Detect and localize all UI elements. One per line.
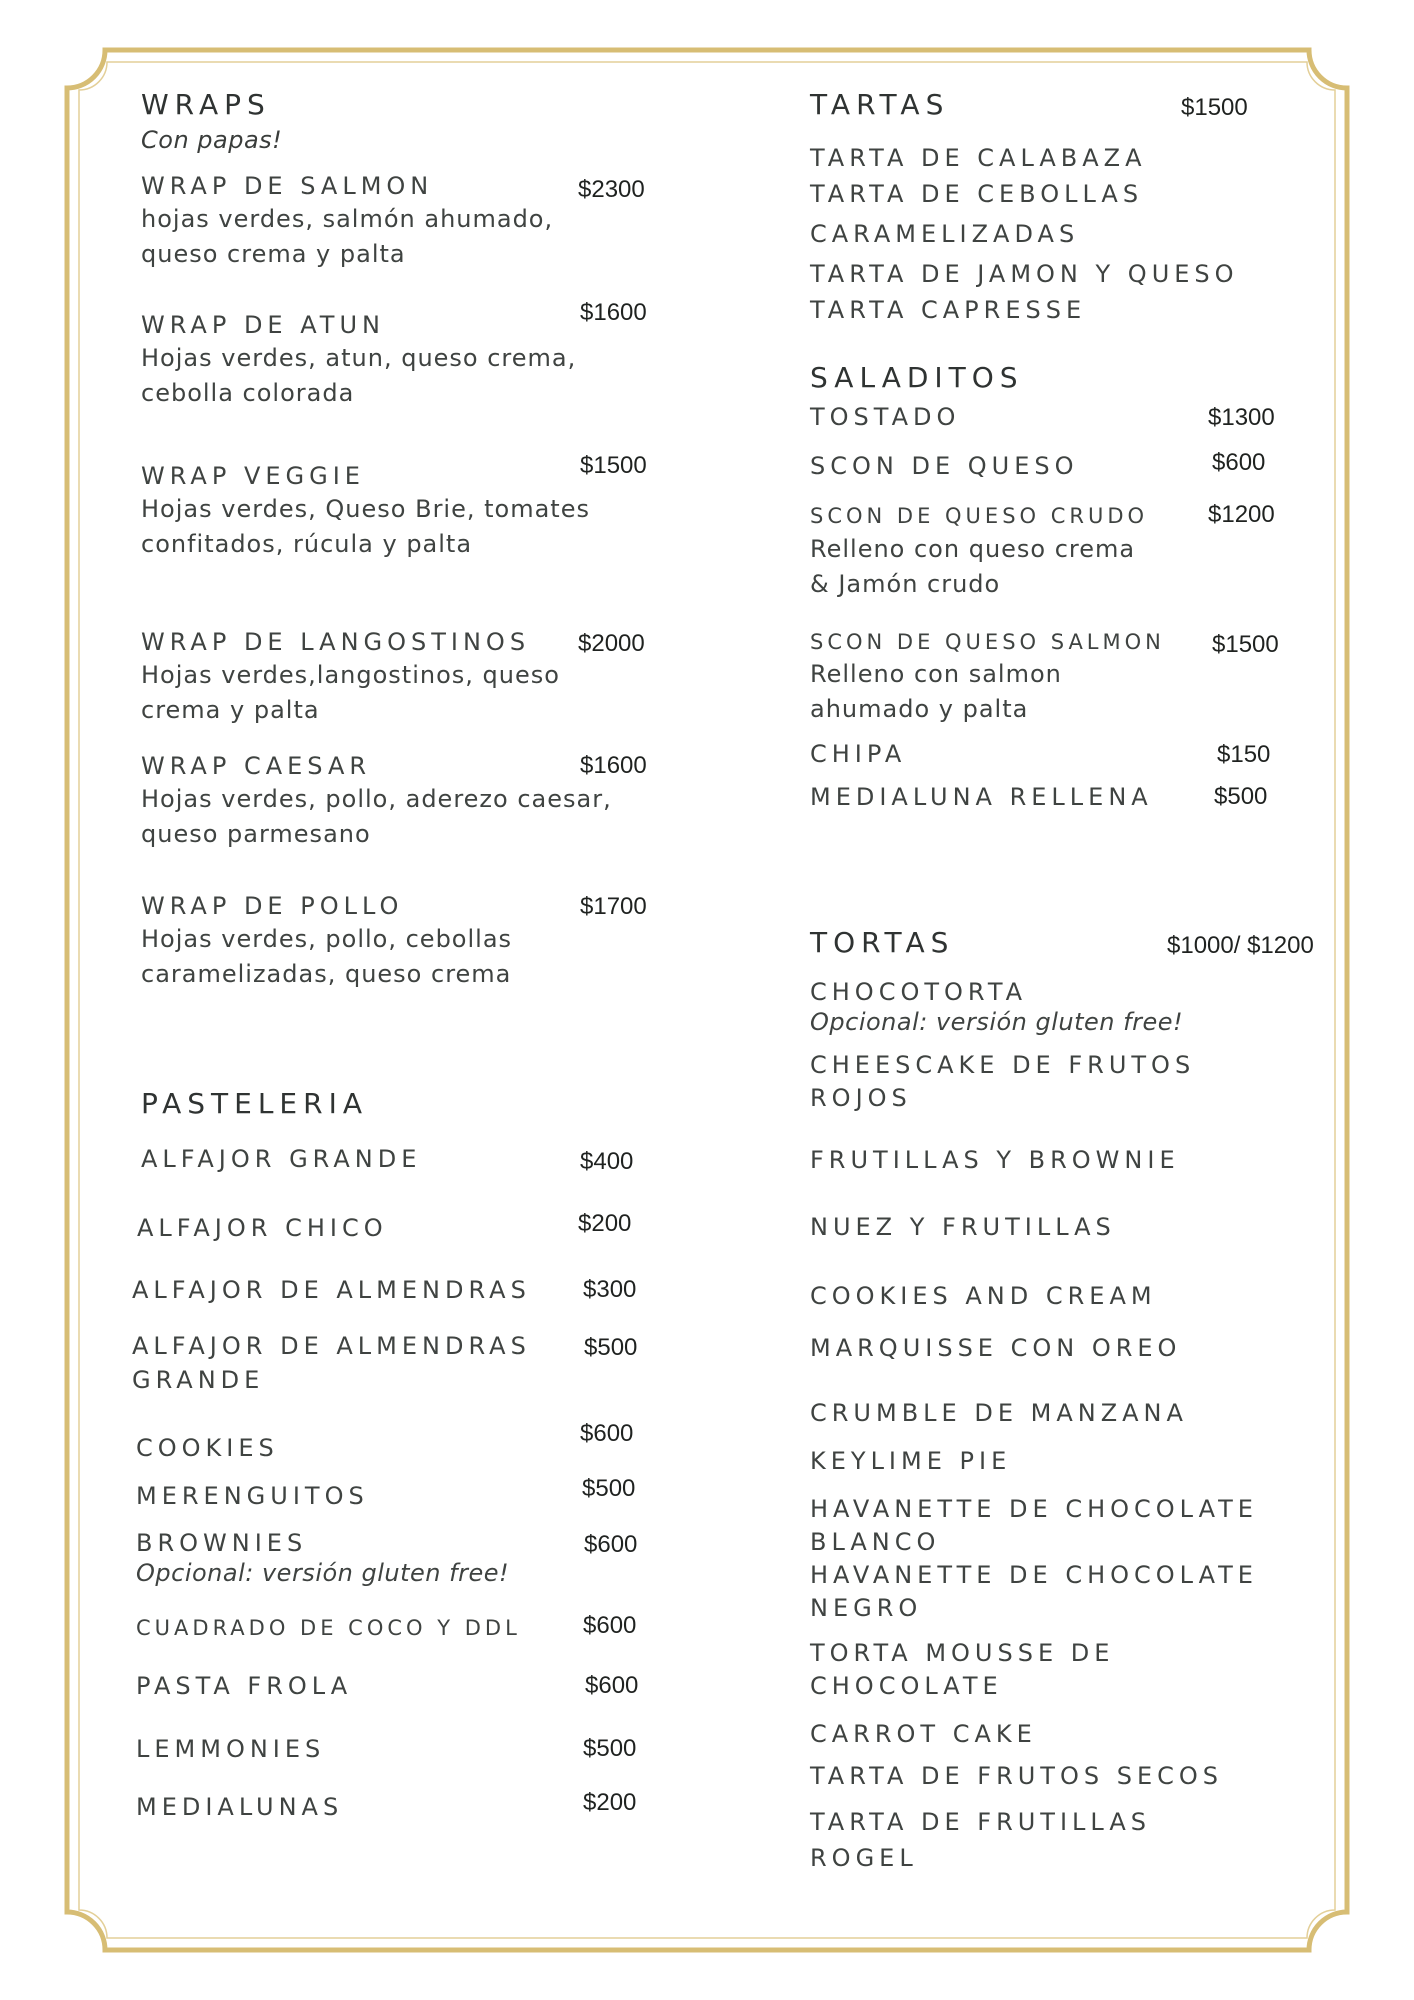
item-price: $500 [582,1475,636,1502]
item-name: SCON DE QUESO CRUDO [810,504,1149,528]
list-item: TORTA MOUSSE DE [810,1639,1115,1667]
menu-item-wrap-veggie [141,460,590,562]
item-description: Hojas verdes,langostinos, queso [141,661,560,689]
item-note: Opcional: versión gluten free! [810,1008,1184,1036]
list-item: CHEESCAKE DE FRUTOS [810,1051,1196,1079]
list-item: ROGEL [810,1844,918,1872]
menu-item-chipa: CHIPA [810,740,907,768]
list-item: TARTA CAPRESSE [810,296,1087,324]
item-price: $1700 [580,893,647,920]
item-description: & Jamón crudo [810,570,1001,598]
tartas-title: TARTAS [810,88,950,121]
item-description: caramelizadas, queso crema [141,960,512,988]
list-item: CARAMELIZADAS [810,220,1080,248]
list-item: HAVANETTE DE CHOCOLATE [810,1495,1258,1523]
menu-item-brownies [136,1528,509,1588]
item-price: $1600 [580,299,647,326]
list-item: KEYLIME PIE [810,1447,1012,1475]
menu-item-alfajor-grande: ALFAJOR GRANDE [141,1145,422,1173]
item-name: WRAP DE LANGOSTINOS [141,628,531,656]
list-item: COOKIES AND CREAM [810,1282,1157,1310]
item-price: $200 [578,1210,632,1237]
item-price: $600 [584,1531,638,1558]
list-item: NEGRO [810,1594,923,1622]
pasteleria-title: PASTELERIA [141,1087,368,1120]
list-item: NUEZ Y FRUTILLAS [810,1213,1116,1241]
item-description: queso parmesano [141,820,371,848]
item-description: Relleno con salmon [810,660,1062,688]
menu-item-medialunas: MEDIALUNAS [136,1793,344,1821]
item-description: ahumado y palta [810,695,1029,723]
list-item: TARTA DE FRUTOS SECOS [810,1762,1224,1790]
list-item: TARTA DE CEBOLLAS [810,180,1144,208]
menu-item-merenguitos: MERENGUITOS [136,1482,369,1510]
item-name: SCON DE QUESO SALMON [810,630,1165,654]
list-item: FRUTILLAS Y BROWNIE [810,1146,1180,1174]
list-item: TARTA DE JAMON Y QUESO [810,260,1239,288]
item-price: $600 [1212,449,1266,476]
list-item: TARTA DE CALABAZA [810,144,1147,172]
menu-item-wrap-pollo [141,890,512,992]
menu-item-pasta-frola: PASTA FROLA [136,1672,353,1700]
item-description: Hojas verdes, pollo, cebollas [141,925,513,953]
item-name: WRAP VEGGIE [141,462,365,490]
list-item: ROJOS [810,1084,912,1112]
tartas-list [810,140,1239,328]
item-description: Hojas verdes, Queso Brie, tomates [141,495,590,523]
item-description: confitados, rúcula y palta [141,530,473,558]
item-description: Relleno con queso crema [810,535,1136,563]
item-price: $1300 [1208,404,1275,431]
item-name: WRAP CAESAR [141,752,372,780]
item-name: WRAP DE SALMON [141,172,434,200]
item-description: Hojas verdes, pollo, aderezo caesar, [141,785,612,813]
menu-item-wrap-salmon [141,170,553,272]
list-item: MARQUISSE CON OREO [810,1334,1182,1362]
item-description: cebolla colorada [141,379,355,407]
item-note: Opcional: versión gluten free! [136,1559,510,1587]
menu-item-alfajor-chico: ALFAJOR CHICO [137,1214,388,1242]
item-price: $1200 [1208,501,1275,528]
menu-item-wrap-atun [141,309,576,411]
item-price: $500 [583,1735,637,1762]
item-name: WRAP DE ATUN [141,311,385,339]
tortas-price: $1000/ $1200 [1167,932,1314,959]
menu-item-lemmonies: LEMMONIES [136,1735,326,1763]
wraps-subtitle: Con papas! [141,126,283,154]
menu-item-wrap-langostinos [141,626,560,728]
item-name: WRAP DE POLLO [141,892,404,920]
item-price: $2300 [578,176,645,203]
wraps-title: WRAPS [141,88,271,121]
menu-item-scon-queso-salmon [810,627,1165,727]
item-description: Hojas verdes, atun, queso crema, [141,344,577,372]
menu-item-alfajor-almendras-grande [132,1330,531,1396]
item-price: $1500 [580,452,647,479]
item-name: ALFAJOR DE ALMENDRAS [132,1332,531,1360]
list-item: CARROT CAKE [810,1720,1037,1748]
list-item: HAVANETTE DE CHOCOLATE [810,1561,1258,1589]
list-item: CRUMBLE DE MANZANA [810,1399,1188,1427]
item-price: $500 [584,1334,638,1361]
item-description: crema y palta [141,696,320,724]
item-description: hojas verdes, salmón ahumado, [141,205,554,233]
menu-item-wrap-caesar [141,750,612,852]
item-name-line2: GRANDE [132,1366,265,1394]
menu-item-medialuna-rellena: MEDIALUNA RELLENA [810,783,1153,811]
item-price: $600 [583,1612,637,1639]
item-name: BROWNIES [136,1529,308,1557]
list-item: CHOCOLATE [810,1672,1003,1700]
item-price: $200 [583,1789,637,1816]
menu-item-scon-queso: SCON DE QUESO [810,452,1079,480]
item-price: $1500 [1212,631,1279,658]
menu-item-cuadrado-coco-ddl: CUADRADO DE COCO Y DDL [136,1616,521,1640]
item-price: $150 [1217,741,1271,768]
list-item: TARTA DE FRUTILLAS [810,1808,1151,1836]
item-price: $300 [583,1276,637,1303]
item-price: $600 [580,1420,634,1447]
menu-item-scon-queso-crudo [810,500,1148,602]
item-price: $400 [580,1148,634,1175]
menu-item-tostado: TOSTADO [810,403,961,431]
saladitos-title: SALADITOS [810,361,1024,394]
menu-item-cookies: COOKIES [136,1434,279,1462]
list-item: BLANCO [810,1528,941,1556]
item-price: $600 [585,1672,639,1699]
item-description: queso crema y palta [141,240,406,268]
item-price: $500 [1214,783,1268,810]
item-name: CHOCOTORTA [810,978,1028,1006]
item-price: $2000 [578,630,645,657]
menu-item-alfajor-almendras: ALFAJOR DE ALMENDRAS [132,1276,531,1304]
tartas-price: $1500 [1181,94,1248,121]
tortas-title: TORTAS [810,926,955,959]
item-price: $1600 [580,752,647,779]
menu-item-chocotorta [810,977,1183,1037]
